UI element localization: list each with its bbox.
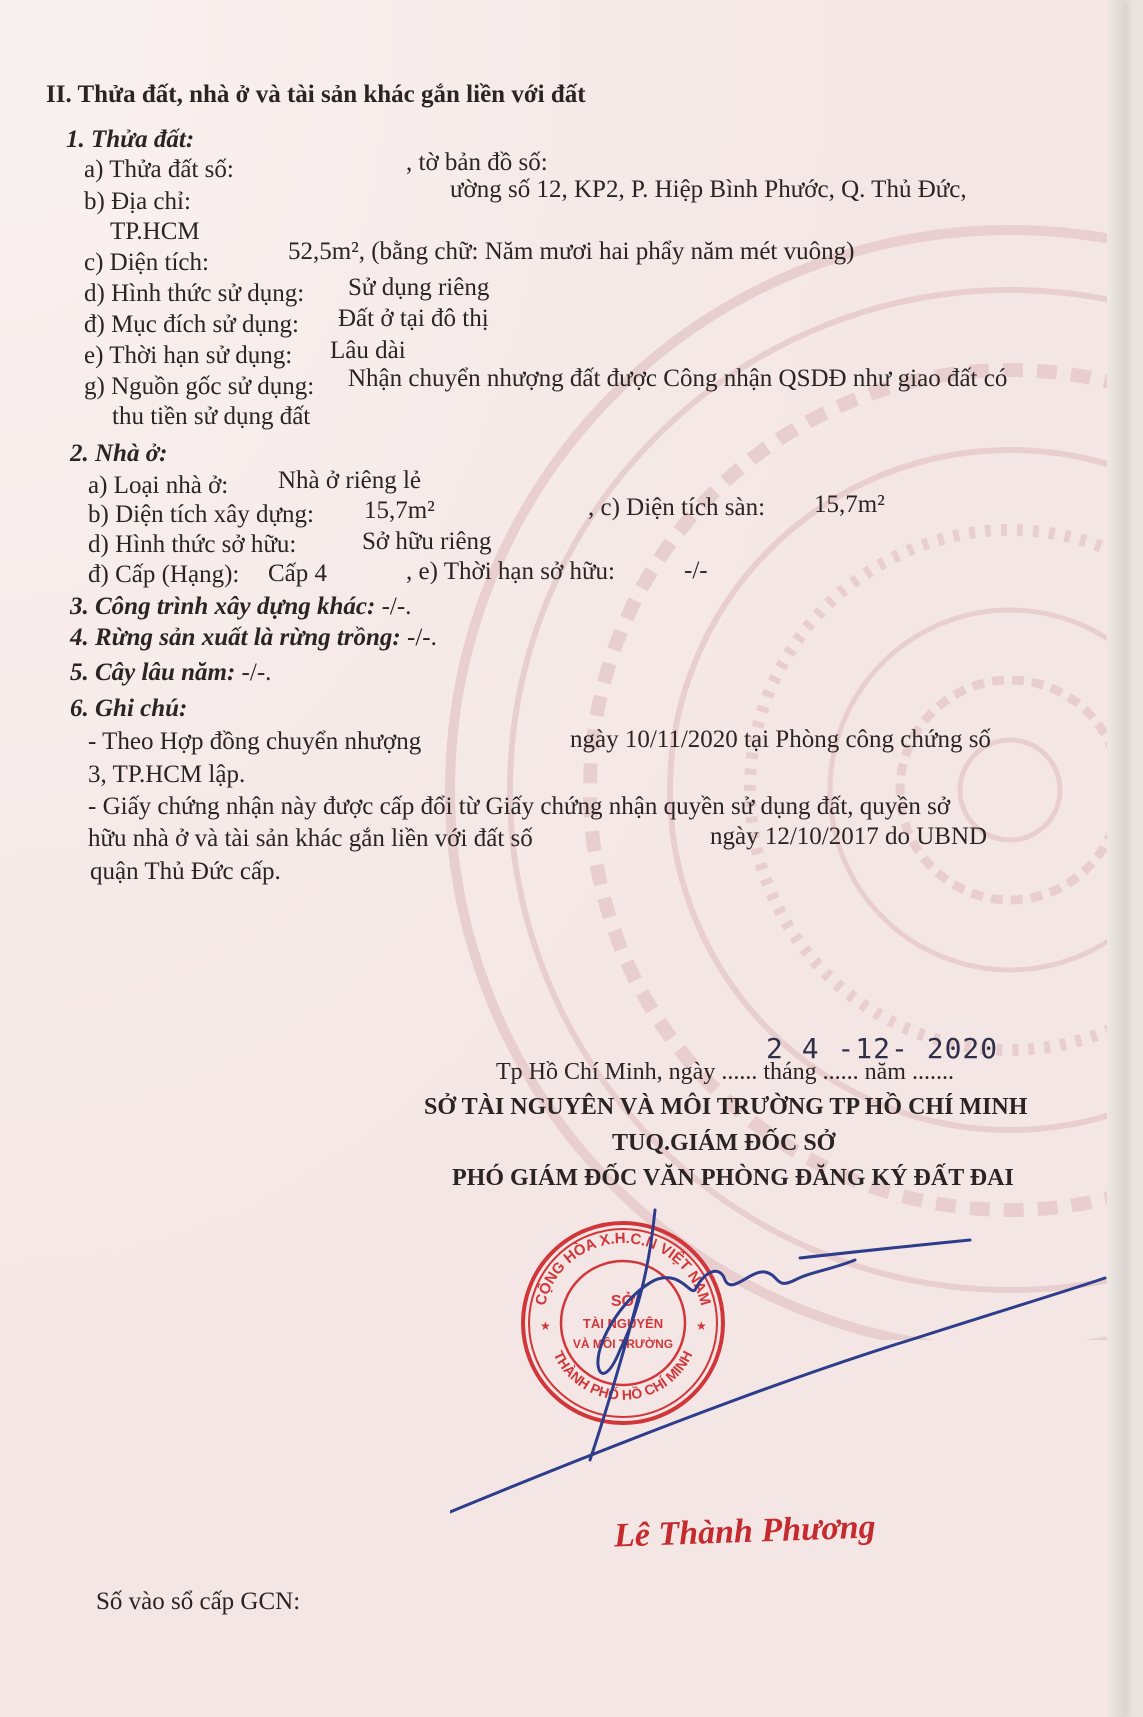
address-value: ường số 12, KP2, P. Hiệp Bình Phước, Q. Thủ Đức, bbox=[450, 176, 967, 203]
own-term-value: -/- bbox=[684, 557, 708, 584]
ownership-label: d) Hình thức sở hữu: bbox=[88, 531, 297, 558]
perennial-row bbox=[70, 660, 271, 685]
term-label: e) Thời hạn sử dụng: bbox=[84, 342, 293, 369]
own-term-label: , e) Thời hạn sở hữu: bbox=[406, 558, 615, 585]
land-heading: 1. Thửa đất: bbox=[66, 126, 195, 153]
address-label: b) Địa chỉ: bbox=[84, 188, 191, 215]
grade-label: đ) Cấp (Hạng): bbox=[88, 561, 240, 588]
purpose-label: đ) Mục đích sử dụng: bbox=[84, 311, 299, 338]
registry-label: Số vào sổ cấp GCN: bbox=[96, 1588, 301, 1615]
built-area-label: b) Diện tích xây dựng: bbox=[88, 501, 315, 528]
house-heading: 2. Nhà ở: bbox=[70, 440, 168, 467]
signature bbox=[450, 1200, 1110, 1550]
seal-bottom-text: THÀNH PHỐ HỒ CHÍ MINH bbox=[550, 1348, 696, 1403]
forest-label: 4. Rừng sản xuất là rừng trồng: bbox=[70, 624, 401, 651]
other-works-row bbox=[70, 594, 411, 619]
note-line-4b: ngày 12/10/2017 do UBND bbox=[710, 823, 988, 850]
purpose-value: Đất ở tại đô thị bbox=[338, 305, 489, 332]
section-title: II. Thửa đất, nhà ở và tài sản khác gắn liền với đất bbox=[46, 81, 586, 108]
agency-name: SỞ TÀI NGUYÊN VÀ MÔI TRƯỜNG TP HỒ CHÍ MINH bbox=[424, 1094, 1028, 1120]
house-type-label: a) Loại nhà ở: bbox=[88, 472, 229, 499]
signer-name: Lê Thành Phương bbox=[613, 1508, 877, 1555]
on-behalf: TUQ.GIÁM ĐỐC SỞ bbox=[612, 1130, 836, 1156]
forest-row bbox=[70, 625, 437, 650]
forest-value: -/-. bbox=[407, 624, 437, 651]
note-line-5: quận Thủ Đức cấp. bbox=[90, 858, 281, 885]
note-line-3: - Giấy chứng nhận này được cấp đổi từ Giấy chứng nhận quyền sử dụng đất, quyền sở bbox=[88, 793, 951, 820]
address-city: TP.HCM bbox=[110, 218, 200, 245]
signer-position: PHÓ GIÁM ĐỐC VĂN PHÒNG ĐĂNG KÝ ĐẤT ĐAI bbox=[452, 1165, 1014, 1191]
origin-value-2: thu tiền sử dụng đất bbox=[112, 403, 311, 430]
origin-label: g) Nguồn gốc sử dụng: bbox=[84, 373, 315, 400]
seal-center-2: TÀI NGUYÊN bbox=[582, 1316, 664, 1331]
grade-value: Cấp 4 bbox=[268, 560, 328, 587]
floor-area-value: 15,7m² bbox=[814, 491, 885, 518]
built-area-value: 15,7m² bbox=[364, 497, 435, 524]
seal-center-3: VÀ MÔI TRƯỜNG bbox=[572, 1337, 674, 1351]
seal-star-left-icon: ★ bbox=[540, 1319, 551, 1333]
area-label: c) Diện tích: bbox=[84, 249, 209, 276]
place-date: Tp Hồ Chí Minh, ngày ...... tháng ...... năm ....... bbox=[496, 1059, 954, 1085]
notes-heading: 6. Ghi chú: bbox=[70, 695, 188, 722]
parcel-label: a) Thửa đất số: bbox=[84, 156, 234, 183]
origin-value: Nhận chuyển nhượng đất được Công nhận QSDĐ như giao đất có bbox=[348, 365, 1008, 392]
seal-star-right-icon: ★ bbox=[696, 1319, 707, 1333]
note-line-2: 3, TP.HCM lập. bbox=[88, 761, 246, 788]
map-sheet-label: , tờ bản đồ số: bbox=[406, 149, 548, 176]
perennial-label: 5. Cây lâu năm: bbox=[70, 659, 236, 686]
use-form-value: Sử dụng riêng bbox=[348, 274, 490, 301]
other-works-label: 3. Công trình xây dựng khác: bbox=[70, 593, 376, 620]
seal-outer-text: CỘNG HÒA X.H.C.N VIỆT NAM bbox=[532, 1229, 714, 1308]
term-value: Lâu dài bbox=[330, 337, 406, 364]
area-value: 52,5m², (bằng chữ: Năm mươi hai phẩy năm mét vuông) bbox=[288, 238, 855, 265]
note-line-4a: hữu nhà ở và tài sản khác gắn liền với đất số bbox=[88, 825, 533, 852]
other-works-value: -/-. bbox=[381, 593, 412, 620]
note-line-1b: ngày 10/11/2020 tại Phòng công chứng số bbox=[570, 726, 991, 753]
seal-center-1: SỞ bbox=[610, 1293, 636, 1310]
floor-area-label: , c) Diện tích sàn: bbox=[588, 494, 766, 521]
perennial-value: -/-. bbox=[241, 659, 272, 686]
ownership-value: Sở hữu riêng bbox=[362, 528, 492, 555]
note-line-1a: - Theo Hợp đồng chuyển nhượng bbox=[88, 728, 422, 755]
stamp-date: 2 4 -12- 2020 bbox=[766, 1032, 999, 1065]
use-form-label: d) Hình thức sử dụng: bbox=[84, 280, 305, 307]
house-type-value: Nhà ở riêng lẻ bbox=[278, 467, 422, 494]
